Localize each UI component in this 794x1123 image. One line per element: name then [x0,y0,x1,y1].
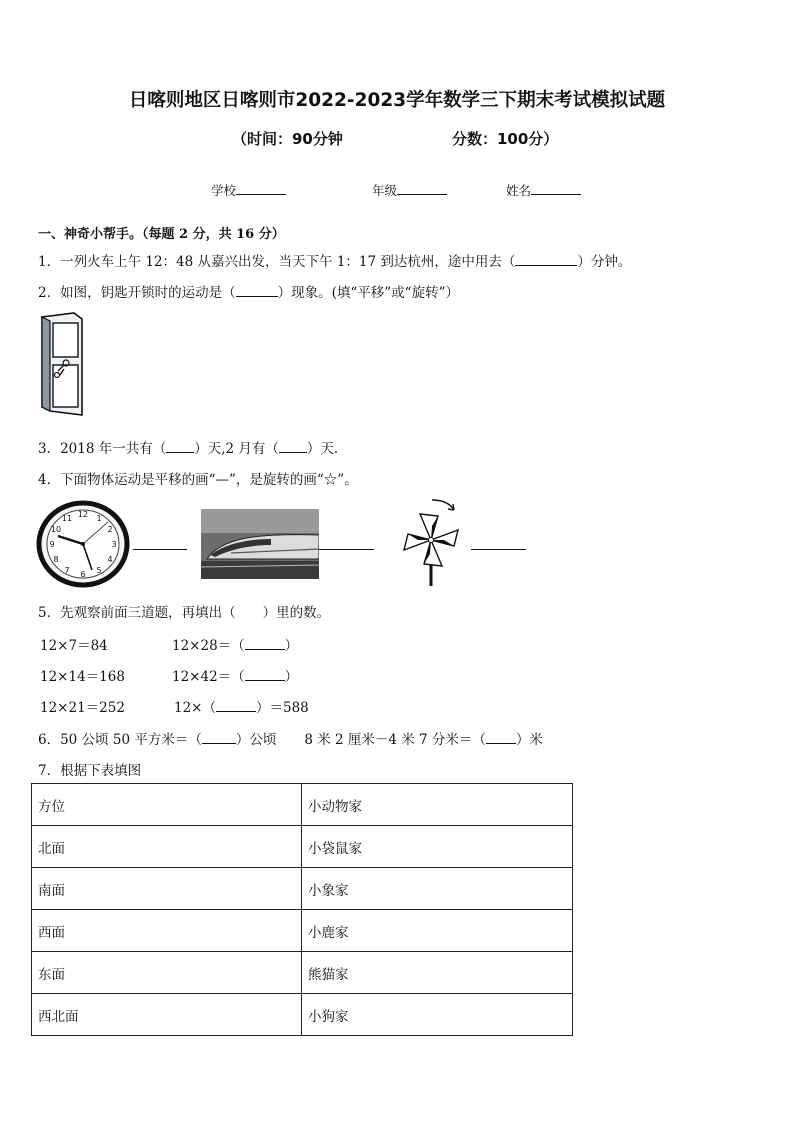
q6-text-2: 8 米 2 厘米－4 米 7 分米＝（ [304,732,486,748]
q5-problem-1 [172,634,298,654]
svg-text:9: 9 [49,540,55,549]
table-cell: 小鹿家 [302,910,573,952]
table-row [32,952,573,994]
q3-blank-feb[interactable] [279,452,307,453]
q6-blank-meter[interactable] [486,743,516,744]
table-cell: 小狗家 [302,994,573,1036]
clock-image [36,500,130,588]
q5-example-1: 12×7＝84 [40,638,108,654]
question-6 [38,728,543,748]
table-row [32,784,573,826]
exam-score: 分数：100分） [452,130,559,148]
q5-p3-text: 12×（ [174,700,216,716]
svg-text:3: 3 [111,540,117,549]
question-3 [38,437,347,457]
table-row [32,910,573,952]
table-cell: 方位 [32,784,302,826]
question-4: 4．下面物体运动是平移的画“—”，是旋转的画“☆”。 [38,472,358,488]
name-blank[interactable] [531,194,581,195]
table-cell: 西面 [32,910,302,952]
q5-p2-blank[interactable] [245,680,285,681]
grade-label: 年级 [372,183,398,198]
q5-p3-text-end: ）＝588 [256,700,309,716]
direction-table [31,783,573,1036]
clock-answer-blank[interactable] [133,549,187,550]
exam-time: （时间：90分钟 [232,130,343,148]
q2-text: 2．如图，钥匙开锁时的运动是（ [38,285,236,301]
table-cell: 小袋鼠家 [302,826,573,868]
svg-text:2: 2 [107,525,113,534]
q6-text-end: ）米 [515,732,543,748]
grade-blank[interactable] [397,194,447,195]
table-row [32,868,573,910]
q5-problem-2 [172,665,298,685]
name-label: 姓名 [506,183,532,198]
table-cell: 南面 [32,868,302,910]
question-2 [38,281,459,301]
page-title: 日喀则地区日喀则市2022-2023学年数学三下期末考试模拟试题 [128,90,666,111]
school-blank[interactable] [236,194,286,195]
q5-example-2: 12×14＝168 [40,669,125,685]
q3-text-end: ）天． [306,441,348,457]
q5-p1-blank[interactable] [245,649,285,650]
train-image [201,509,319,579]
q6-blank-hectare[interactable] [202,743,236,744]
q5-example-3: 12×21＝252 [40,700,125,716]
svg-text:1: 1 [96,514,102,523]
q2-answer-blank[interactable] [236,296,278,297]
table-cell: 熊猫家 [302,952,573,994]
svg-text:8: 8 [53,555,59,564]
q6-text-unit: ）公顷 [235,732,277,748]
school-label: 学校 [211,183,237,198]
table-row [32,826,573,868]
svg-text:6: 6 [80,570,86,579]
q5-p2-text: 12×42＝（ [172,669,245,685]
grade-field [372,181,447,199]
q6-text: 6．50 公顷 50 平方米＝（ [38,732,202,748]
table-row [32,994,573,1036]
table-cell: 小象家 [302,868,573,910]
table-cell: 西北面 [32,994,302,1036]
q1-text: 1．一列火车上午 12：48 从嘉兴出发，当天下午 1：17 到达杭州，途中用去（ [38,254,516,270]
train-answer-blank[interactable] [319,549,374,550]
question-5: 5．先观察前面三道题，再填出（ ）里的数。 [38,605,331,621]
svg-text:12: 12 [77,510,89,519]
q5-p3-blank[interactable] [216,711,256,712]
q3-blank-days[interactable] [166,452,194,453]
q3-text-mid: ）天,2 月有（ [194,441,279,457]
q1-text-end: ）分钟。 [577,254,632,270]
q3-text: 3．2018 年一共有（ [38,441,167,457]
q2-text-end: ）现象。(填“平移”或“旋转”） [277,285,459,301]
q5-p1-text: 12×28＝（ [172,638,245,654]
school-field [211,181,286,199]
question-7: 7．根据下表填图 [38,763,142,779]
q5-p1-close: ） [284,638,299,654]
svg-text:4: 4 [107,555,113,564]
q5-p2-close: ） [284,669,299,685]
door-key-image [38,311,86,417]
pinwheel-image [392,496,470,588]
svg-text:10: 10 [50,525,62,534]
svg-text:11: 11 [61,514,73,523]
table-cell: 北面 [32,826,302,868]
name-field [506,181,581,199]
table-cell: 东面 [32,952,302,994]
table-cell: 小动物家 [302,784,573,826]
svg-text:5: 5 [96,566,102,575]
question-1 [38,250,631,270]
pinwheel-answer-blank[interactable] [471,549,526,550]
q1-answer-blank[interactable] [515,265,577,266]
section-heading: 一、神奇小帮手。（每题 2 分，共 16 分） [38,227,285,242]
svg-text:7: 7 [64,566,70,575]
q5-problem-3 [174,696,309,716]
